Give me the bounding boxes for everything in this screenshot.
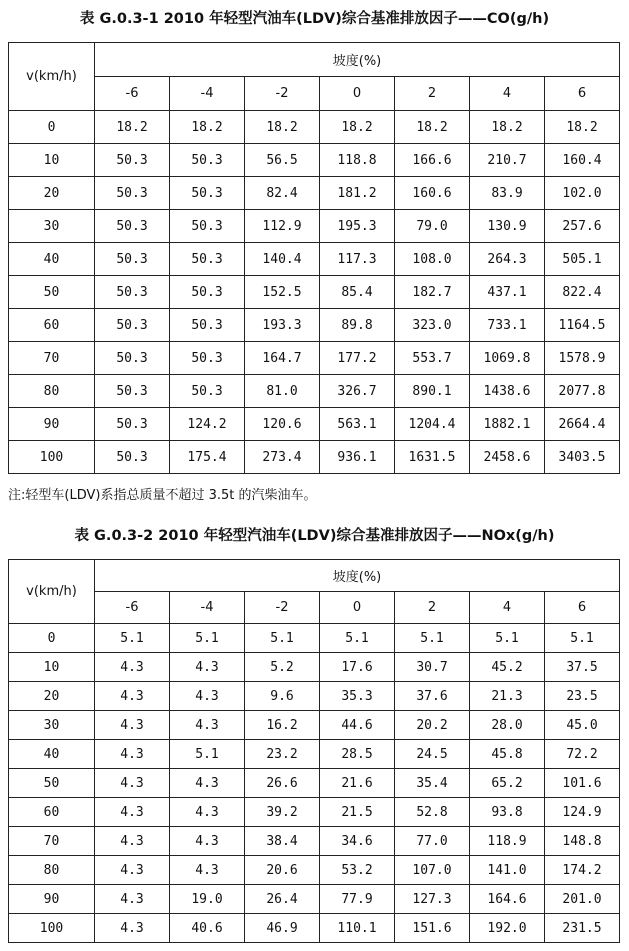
table-row	[9, 827, 620, 856]
value-cell: 40.6	[170, 914, 245, 943]
speed-cell: 50	[9, 276, 95, 309]
value-cell: 18.2	[545, 111, 620, 144]
value-cell: 65.2	[470, 769, 545, 798]
slope-column-header: 6	[545, 592, 620, 624]
value-cell: 23.5	[545, 682, 620, 711]
value-cell: 193.3	[245, 309, 320, 342]
speed-cell: 20	[9, 682, 95, 711]
table-row	[9, 885, 620, 914]
value-cell: 323.0	[395, 309, 470, 342]
speed-cell: 40	[9, 740, 95, 769]
value-cell: 4.3	[170, 827, 245, 856]
value-cell: 124.9	[545, 798, 620, 827]
table-row	[9, 276, 620, 309]
value-cell: 21.3	[470, 682, 545, 711]
value-cell: 151.6	[395, 914, 470, 943]
value-cell: 117.3	[320, 243, 395, 276]
table-row	[9, 408, 620, 441]
value-cell: 174.2	[545, 856, 620, 885]
value-cell: 52.8	[395, 798, 470, 827]
speed-cell: 60	[9, 309, 95, 342]
speed-cell: 90	[9, 885, 95, 914]
value-cell: 20.6	[245, 856, 320, 885]
value-cell: 89.8	[320, 309, 395, 342]
value-cell: 107.0	[395, 856, 470, 885]
slope-column-header: 0	[320, 592, 395, 624]
slope-column-header: 4	[470, 77, 545, 111]
value-cell: 148.8	[545, 827, 620, 856]
slope-column-header: 2	[395, 592, 470, 624]
value-cell: 50.3	[95, 309, 170, 342]
value-cell: 124.2	[170, 408, 245, 441]
table-row	[9, 769, 620, 798]
slope-column-header: -4	[170, 77, 245, 111]
table-row	[9, 309, 620, 342]
value-cell: 45.8	[470, 740, 545, 769]
value-cell: 50.3	[95, 441, 170, 474]
value-cell: 85.4	[320, 276, 395, 309]
value-cell: 1631.5	[395, 441, 470, 474]
value-cell: 50.3	[95, 243, 170, 276]
value-cell: 50.3	[170, 309, 245, 342]
value-cell: 1164.5	[545, 309, 620, 342]
value-cell: 890.1	[395, 375, 470, 408]
value-cell: 164.6	[470, 885, 545, 914]
value-cell: 50.3	[170, 342, 245, 375]
value-cell: 50.3	[95, 210, 170, 243]
value-cell: 50.3	[170, 144, 245, 177]
value-cell: 4.3	[95, 885, 170, 914]
table-row	[9, 243, 620, 276]
value-cell: 18.2	[170, 111, 245, 144]
table-row	[9, 177, 620, 210]
value-cell: 39.2	[245, 798, 320, 827]
speed-cell: 10	[9, 653, 95, 682]
value-cell: 1204.4	[395, 408, 470, 441]
value-cell: 45.2	[470, 653, 545, 682]
table-row	[9, 375, 620, 408]
value-cell: 273.4	[245, 441, 320, 474]
table-row	[9, 914, 620, 943]
value-cell: 17.6	[320, 653, 395, 682]
value-cell: 18.2	[95, 111, 170, 144]
value-cell: 1438.6	[470, 375, 545, 408]
value-cell: 50.3	[95, 408, 170, 441]
nox-table-body	[9, 624, 620, 943]
value-cell: 5.1	[470, 624, 545, 653]
value-cell: 5.1	[95, 624, 170, 653]
speed-header: v(km/h)	[9, 43, 95, 111]
slope-column-header: -2	[245, 592, 320, 624]
value-cell: 77.9	[320, 885, 395, 914]
value-cell: 30.7	[395, 653, 470, 682]
value-cell: 16.2	[245, 711, 320, 740]
value-cell: 182.7	[395, 276, 470, 309]
value-cell: 83.9	[470, 177, 545, 210]
table-row	[9, 144, 620, 177]
value-cell: 101.6	[545, 769, 620, 798]
table-row	[9, 441, 620, 474]
value-cell: 195.3	[320, 210, 395, 243]
value-cell: 822.4	[545, 276, 620, 309]
speed-cell: 30	[9, 711, 95, 740]
value-cell: 50.3	[170, 243, 245, 276]
value-cell: 4.3	[95, 711, 170, 740]
speed-cell: 0	[9, 111, 95, 144]
value-cell: 2077.8	[545, 375, 620, 408]
value-cell: 505.1	[545, 243, 620, 276]
value-cell: 9.6	[245, 682, 320, 711]
value-cell: 152.5	[245, 276, 320, 309]
value-cell: 50.3	[95, 342, 170, 375]
speed-cell: 50	[9, 769, 95, 798]
nox-emission-table	[8, 559, 620, 943]
value-cell: 4.3	[95, 740, 170, 769]
slope-column-header: -2	[245, 77, 320, 111]
value-cell: 4.3	[170, 682, 245, 711]
value-cell: 5.1	[170, 624, 245, 653]
value-cell: 120.6	[245, 408, 320, 441]
table-note: 注:轻型车(LDV)系指总质量不超过 3.5t 的汽柴油车。	[8, 488, 317, 503]
value-cell: 4.3	[170, 711, 245, 740]
speed-cell: 10	[9, 144, 95, 177]
speed-cell: 80	[9, 856, 95, 885]
table-row	[9, 798, 620, 827]
value-cell: 3403.5	[545, 441, 620, 474]
value-cell: 37.5	[545, 653, 620, 682]
value-cell: 5.2	[245, 653, 320, 682]
speed-cell: 100	[9, 914, 95, 943]
speed-cell: 20	[9, 177, 95, 210]
slope-group-header: 坡度(%)	[95, 560, 620, 592]
value-cell: 4.3	[95, 653, 170, 682]
value-cell: 79.0	[395, 210, 470, 243]
value-cell: 118.9	[470, 827, 545, 856]
value-cell: 50.3	[170, 177, 245, 210]
value-cell: 34.6	[320, 827, 395, 856]
value-cell: 231.5	[545, 914, 620, 943]
value-cell: 21.6	[320, 769, 395, 798]
speed-header: v(km/h)	[9, 560, 95, 624]
value-cell: 264.3	[470, 243, 545, 276]
value-cell: 4.3	[170, 653, 245, 682]
value-cell: 50.3	[170, 276, 245, 309]
value-cell: 210.7	[470, 144, 545, 177]
value-cell: 18.2	[395, 111, 470, 144]
value-cell: 1578.9	[545, 342, 620, 375]
speed-cell: 70	[9, 827, 95, 856]
value-cell: 50.3	[95, 375, 170, 408]
value-cell: 18.2	[470, 111, 545, 144]
value-cell: 50.3	[95, 144, 170, 177]
value-cell: 1882.1	[470, 408, 545, 441]
value-cell: 110.1	[320, 914, 395, 943]
value-cell: 19.0	[170, 885, 245, 914]
speed-cell: 80	[9, 375, 95, 408]
value-cell: 20.2	[395, 711, 470, 740]
value-cell: 563.1	[320, 408, 395, 441]
value-cell: 26.4	[245, 885, 320, 914]
value-cell: 4.3	[95, 682, 170, 711]
value-cell: 38.4	[245, 827, 320, 856]
slope-column-header: -4	[170, 592, 245, 624]
value-cell: 5.1	[170, 740, 245, 769]
value-cell: 82.4	[245, 177, 320, 210]
value-cell: 81.0	[245, 375, 320, 408]
slope-column-header: -6	[95, 592, 170, 624]
value-cell: 50.3	[95, 177, 170, 210]
value-cell: 18.2	[320, 111, 395, 144]
speed-cell: 90	[9, 408, 95, 441]
value-cell: 28.0	[470, 711, 545, 740]
value-cell: 160.4	[545, 144, 620, 177]
value-cell: 37.6	[395, 682, 470, 711]
speed-cell: 40	[9, 243, 95, 276]
slope-column-header: 6	[545, 77, 620, 111]
value-cell: 5.1	[395, 624, 470, 653]
table-row	[9, 210, 620, 243]
slope-group-header: 坡度(%)	[95, 43, 620, 77]
table-row	[9, 111, 620, 144]
value-cell: 26.6	[245, 769, 320, 798]
speed-cell: 100	[9, 441, 95, 474]
table-row	[9, 342, 620, 375]
value-cell: 24.5	[395, 740, 470, 769]
value-cell: 102.0	[545, 177, 620, 210]
value-cell: 127.3	[395, 885, 470, 914]
value-cell: 733.1	[470, 309, 545, 342]
value-cell: 553.7	[395, 342, 470, 375]
value-cell: 2458.6	[470, 441, 545, 474]
value-cell: 181.2	[320, 177, 395, 210]
speed-cell: 0	[9, 624, 95, 653]
value-cell: 160.6	[395, 177, 470, 210]
value-cell: 23.2	[245, 740, 320, 769]
value-cell: 77.0	[395, 827, 470, 856]
value-cell: 72.2	[545, 740, 620, 769]
value-cell: 4.3	[170, 769, 245, 798]
value-cell: 326.7	[320, 375, 395, 408]
value-cell: 93.8	[470, 798, 545, 827]
table-row	[9, 711, 620, 740]
value-cell: 175.4	[170, 441, 245, 474]
value-cell: 130.9	[470, 210, 545, 243]
table1-caption: 表 G.0.3-1 2010 年轻型汽油车(LDV)综合基准排放因子——CO(g/h)	[79, 11, 550, 27]
value-cell: 4.3	[95, 827, 170, 856]
value-cell: 2664.4	[545, 408, 620, 441]
value-cell: 18.2	[245, 111, 320, 144]
value-cell: 4.3	[95, 856, 170, 885]
value-cell: 4.3	[170, 856, 245, 885]
value-cell: 53.2	[320, 856, 395, 885]
value-cell: 5.1	[245, 624, 320, 653]
value-cell: 4.3	[170, 798, 245, 827]
value-cell: 5.1	[320, 624, 395, 653]
value-cell: 35.4	[395, 769, 470, 798]
slope-column-header: 0	[320, 77, 395, 111]
value-cell: 45.0	[545, 711, 620, 740]
speed-cell: 30	[9, 210, 95, 243]
value-cell: 4.3	[95, 769, 170, 798]
speed-cell: 70	[9, 342, 95, 375]
value-cell: 46.9	[245, 914, 320, 943]
value-cell: 141.0	[470, 856, 545, 885]
table-row	[9, 624, 620, 653]
value-cell: 4.3	[95, 798, 170, 827]
value-cell: 50.3	[170, 210, 245, 243]
value-cell: 4.3	[95, 914, 170, 943]
slope-column-header: 4	[470, 592, 545, 624]
value-cell: 44.6	[320, 711, 395, 740]
value-cell: 118.8	[320, 144, 395, 177]
value-cell: 35.3	[320, 682, 395, 711]
value-cell: 1069.8	[470, 342, 545, 375]
slope-column-header: -6	[95, 77, 170, 111]
co-table-body	[9, 111, 620, 474]
value-cell: 28.5	[320, 740, 395, 769]
table-row	[9, 856, 620, 885]
value-cell: 140.4	[245, 243, 320, 276]
value-cell: 108.0	[395, 243, 470, 276]
value-cell: 56.5	[245, 144, 320, 177]
value-cell: 112.9	[245, 210, 320, 243]
value-cell: 257.6	[545, 210, 620, 243]
value-cell: 166.6	[395, 144, 470, 177]
co-emission-table	[8, 42, 620, 474]
value-cell: 50.3	[170, 375, 245, 408]
speed-cell: 60	[9, 798, 95, 827]
table2-caption: 表 G.0.3-2 2010 年轻型汽油车(LDV)综合基准排放因子——NOx(g/h)	[74, 528, 555, 544]
value-cell: 437.1	[470, 276, 545, 309]
value-cell: 177.2	[320, 342, 395, 375]
slope-column-header: 2	[395, 77, 470, 111]
value-cell: 201.0	[545, 885, 620, 914]
value-cell: 21.5	[320, 798, 395, 827]
value-cell: 192.0	[470, 914, 545, 943]
value-cell: 164.7	[245, 342, 320, 375]
value-cell: 936.1	[320, 441, 395, 474]
table-row	[9, 740, 620, 769]
table-row	[9, 653, 620, 682]
value-cell: 50.3	[95, 276, 170, 309]
value-cell: 5.1	[545, 624, 620, 653]
table-row	[9, 682, 620, 711]
